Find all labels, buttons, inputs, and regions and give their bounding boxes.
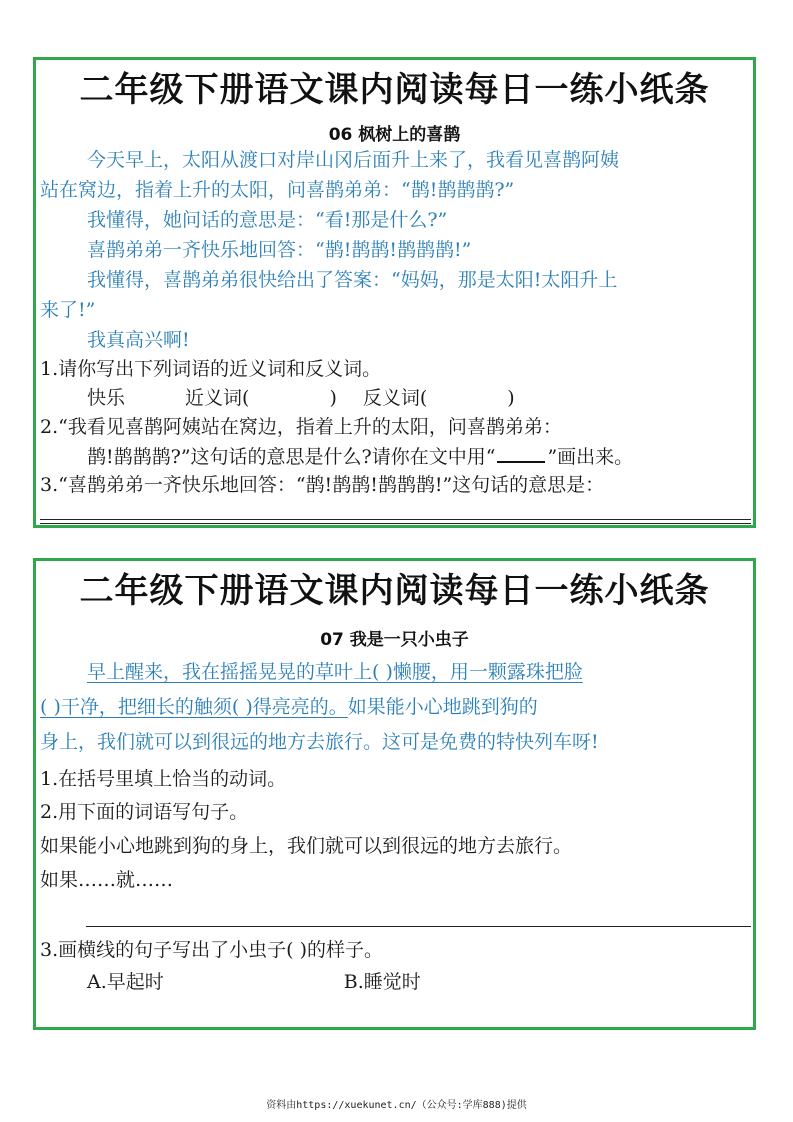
q1-word: 快乐 — [87, 387, 126, 409]
question-1: 1.请你写出下列词语的近义词和反义词。 — [40, 358, 382, 380]
passage-line — [40, 694, 751, 720]
sentence-pattern: 如果……就…… — [40, 869, 174, 891]
underlined-sentence-end: ( )干净，把细长的触须( )得亮亮的。 — [40, 696, 348, 718]
paren: ) — [329, 387, 337, 409]
passage-text: 如果能小心地跳到狗的 — [347, 696, 538, 718]
question-2: 2.用下面的词语写句子。 — [40, 801, 249, 823]
lesson-subtitle: 06 枫树上的喜鹊 — [328, 125, 461, 145]
exercise-card-06 — [33, 57, 756, 528]
question-2-text-end: ”画出来。 — [547, 446, 634, 468]
option-b[interactable]: B.睡觉时 — [343, 971, 421, 993]
question-2-text: 鹊!鹊鹊鹊?”这句话的意思是什么?请你在文中用“ — [87, 446, 496, 468]
answer-line[interactable] — [86, 926, 751, 927]
passage-line: 我真高兴啊! — [87, 329, 190, 351]
example-sentence: 如果能小心地跳到狗的身上，我们就可以到很远的地方去旅行。 — [40, 835, 573, 857]
options-row — [40, 969, 751, 995]
passage-line: 身上，我们就可以到很远的地方去旅行。这可是免费的特快列车呀! — [40, 731, 599, 753]
lesson-subtitle: 07 我是一只小虫子 — [320, 630, 469, 650]
card-title: 二年级下册语文课内阅读每日一练小纸条 — [79, 571, 710, 611]
antonym-label: 反义词( — [362, 387, 428, 409]
underlined-sentence: 早上醒来，我在摇摇晃晃的草叶上( )懒腰，用一颗露珠把脸 — [87, 661, 583, 683]
question-1-row — [40, 385, 751, 411]
exercise-card-07 — [33, 558, 756, 1030]
passage-line: 我懂得，她问话的意思是：“看!那是什么?” — [87, 209, 448, 231]
question-2-cont — [40, 443, 751, 470]
passage-line: 喜鹊弟弟一齐快乐地回答：“鹊!鹊鹊!鹊鹊鹊!” — [87, 239, 472, 261]
card-title: 二年级下册语文课内阅读每日一练小纸条 — [79, 70, 710, 110]
passage-line-underlined — [40, 659, 751, 685]
question-3: 3.画横线的句子写出了小虫子( )的样子。 — [40, 939, 383, 961]
passage-line: 站在窝边，指着上升的太阳，问喜鹊弟弟：“鹊!鹊鹊鹊?” — [40, 179, 515, 201]
answer-line[interactable] — [40, 519, 751, 520]
question-3: 3.“喜鹊弟弟一齐快乐地回答：“鹊!鹊鹊!鹊鹊鹊!”这句话的意思是： — [40, 474, 605, 496]
paren: ) — [507, 387, 515, 409]
passage-line: 来了!” — [40, 299, 96, 321]
underline-sample — [497, 443, 545, 463]
source-footer: 资料由https://xuekunet.cn/（公众号:学库888)提供 — [266, 1100, 527, 1111]
question-1: 1.在括号里填上恰当的动词。 — [40, 768, 287, 790]
passage-line: 今天早上，太阳从渡口对岸山冈后面升上来了，我看见喜鹊阿姨 — [87, 149, 620, 171]
passage-line: 我懂得，喜鹊弟弟很快给出了答案：“妈妈，那是太阳!太阳升上 — [87, 269, 618, 291]
question-2: 2.“我看见喜鹊阿姨站在窝边，指着上升的太阳，问喜鹊弟弟： — [40, 416, 562, 438]
option-a[interactable]: A.早起时 — [87, 971, 164, 993]
synonym-label: 近义词( — [185, 387, 250, 409]
answer-line-double — [40, 523, 751, 524]
